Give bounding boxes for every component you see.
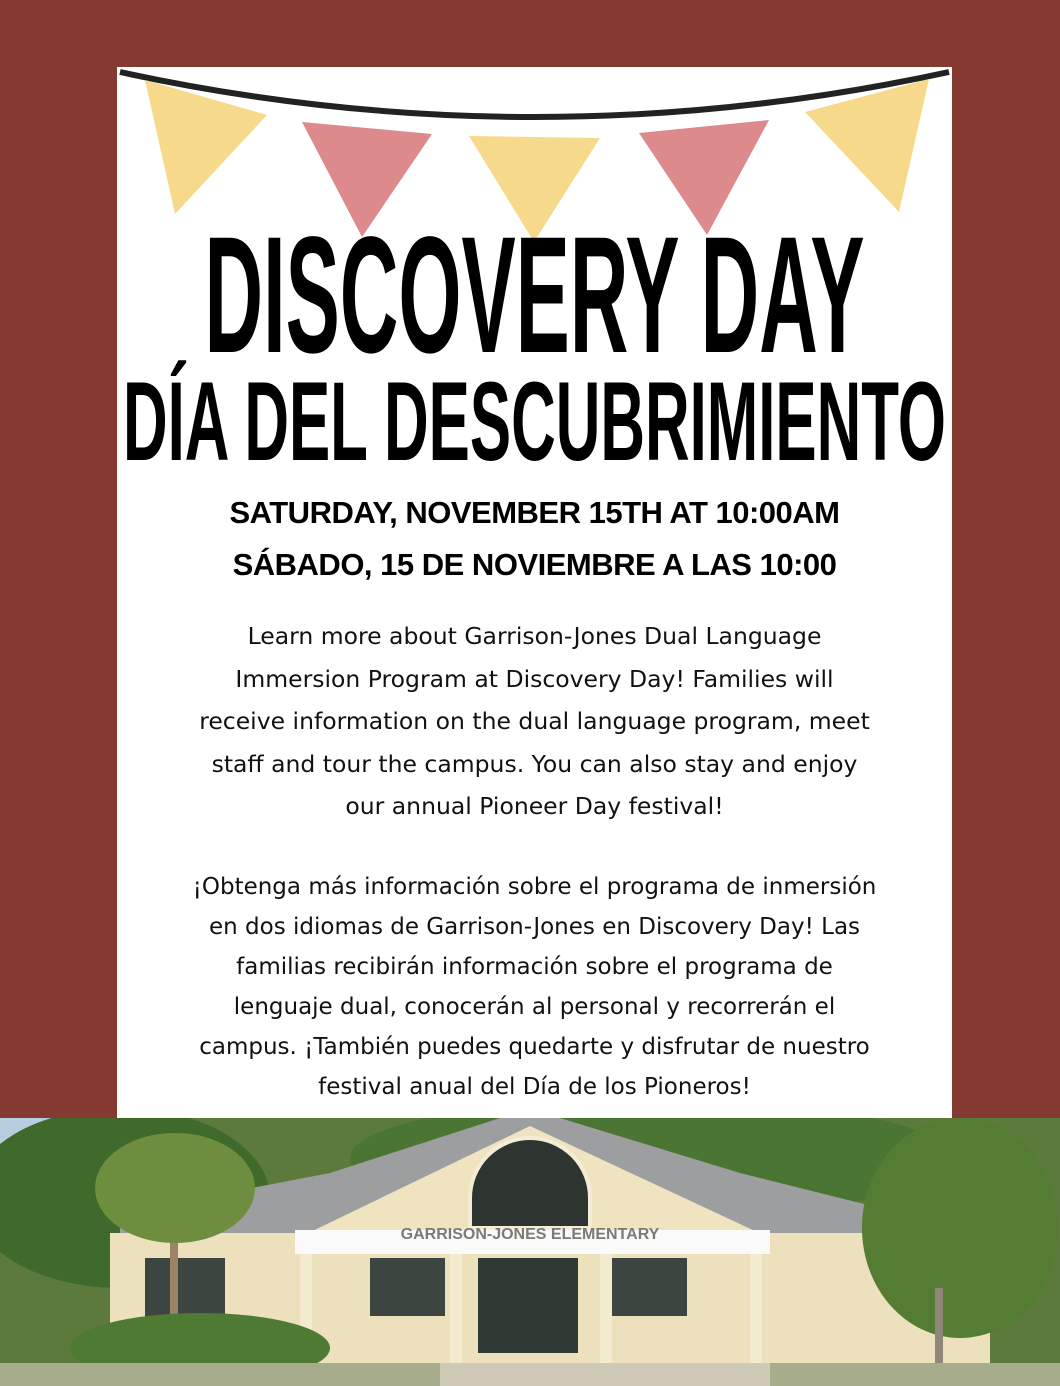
titles (117, 67, 952, 487)
title-english: DISCOVERY DAY (204, 203, 865, 388)
building-sign: GARRISON-JONES ELEMENTARY (400, 1226, 660, 1243)
date-english: SATURDAY, NOVEMBER 15TH AT 10:00AM (229, 495, 840, 530)
date-spanish: SÁBADO, 15 DE NOVIEMBRE A LAS 10:00 (232, 547, 837, 582)
school-building-photo (0, 1118, 1060, 1386)
description-spanish: ¡Obtenga más información sobre el programa de inmersión en dos idiomas de Garrison-Jones en Discovery Day! Las familias recibirán información sobre el programa de lenguaje dual, conocerán al personal y recorrerán el campus. ¡También puedes quedarte y disfrutar de nuestro festival anual del Día de los Pioneros! (192, 874, 877, 1100)
description-english: Learn more about Garrison-Jones Dual Language Immersion Program at Discovery Day! Families will receive information on the dual language program, meet staff and tour the campus. You can also stay and enjoy our annual Pioneer Day festival! (199, 622, 870, 820)
title-spanish: DÍA DEL DESCUBRIMIENTO (123, 359, 947, 484)
flyer-panel (117, 67, 952, 1118)
